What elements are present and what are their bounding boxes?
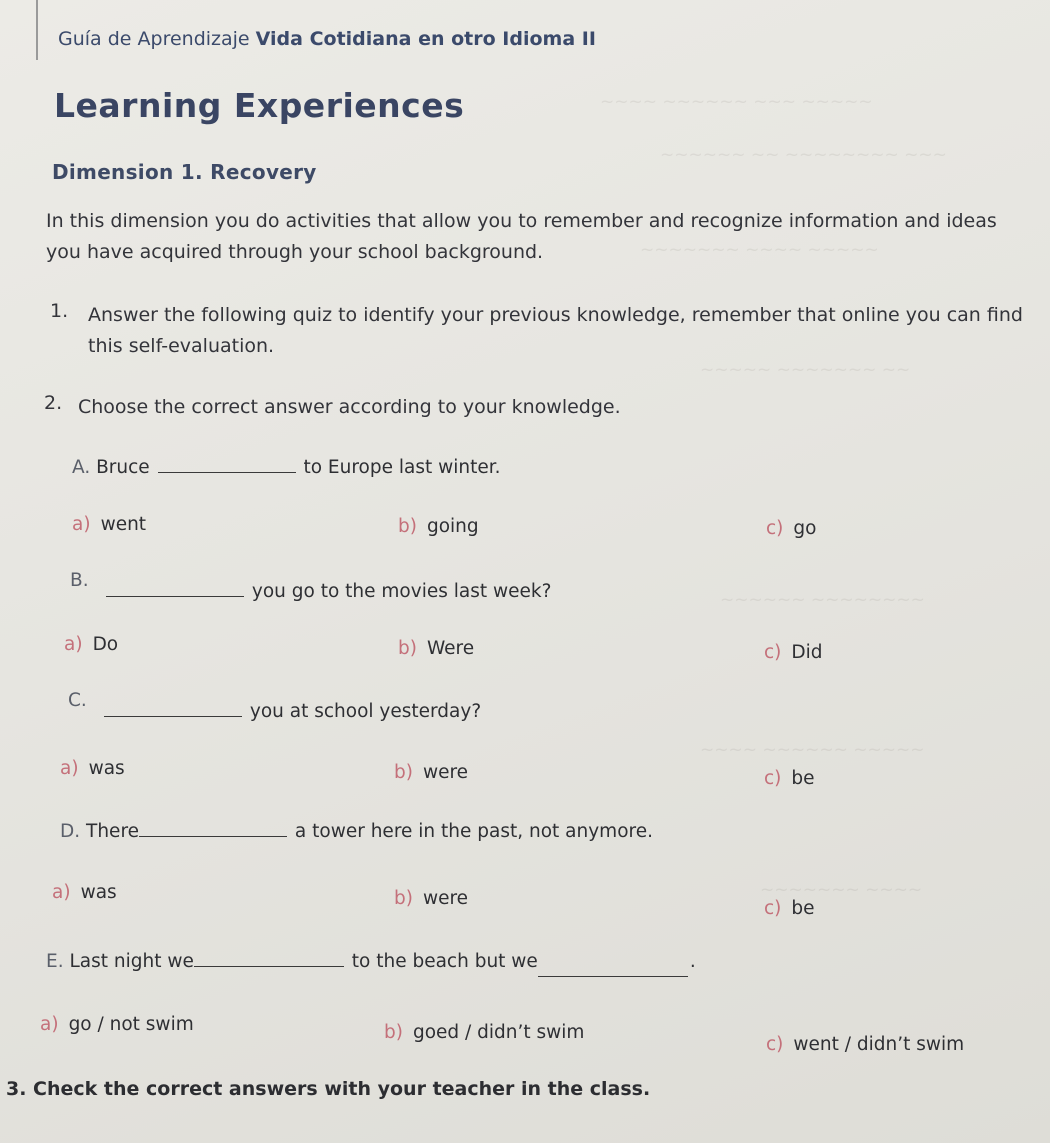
answer-blank[interactable] [104,698,242,717]
option-b[interactable] [394,762,468,783]
show-through-texture: ~~~~~~ ~~ ~~~~~~~~ ~~~ [660,145,947,165]
question-d [60,818,653,842]
option-b[interactable] [394,888,468,909]
show-through-texture: ~~~~~ ~~~~~~~ ~~ [700,360,911,380]
intro-paragraph: In this dimension you do activities that allow you to remember and recognize information and ideas you have acquired through your school background. [46,210,997,263]
page-title: Learning Experiences [54,86,465,125]
option-a[interactable] [40,1014,194,1035]
option-text: Were [426,638,475,659]
question-text-after: to Europe last winter. [303,457,501,478]
question-text-before: Last night we [69,951,194,972]
option-a[interactable] [64,634,118,655]
show-through-texture: ~~~~ ~~~~~~ ~~~ ~~~~~ [600,92,873,112]
question-b [104,578,551,602]
option-text: goed / didn’t swim [412,1022,585,1043]
option-text: went [100,514,147,535]
option-text: were [422,762,469,783]
option-text: go [793,518,817,539]
option-letter: c) [766,1034,784,1055]
question-text-before: There [86,821,140,842]
option-letter: b) [394,888,413,909]
instruction-text-2: Choose the correct answer according to your knowledge. [78,396,621,418]
option-c[interactable] [766,518,816,539]
question-c-letter-row [68,690,87,711]
question-letter: B. [70,570,89,591]
item-number: 2. [44,392,63,414]
option-text: was [88,758,125,779]
question-a [72,454,501,478]
instruction-item-1 [50,300,68,322]
show-through-texture: ~~~~~~~ ~~~~ [760,880,923,900]
option-text: went / didn’t swim [793,1034,965,1055]
question-letter: A. [72,457,91,478]
margin-line [36,0,38,60]
option-text: Did [791,642,823,663]
header-prefix: Guía de Aprendizaje [58,28,256,50]
option-letter: c) [764,642,782,663]
option-c[interactable] [764,642,823,663]
question-text-after: . [689,951,696,972]
option-letter: c) [766,518,784,539]
option-c[interactable] [764,768,815,789]
show-through-texture: ~~~~ ~~~~~~ ~~~~~ [700,740,925,760]
question-text-after: a tower here in the past, not anymore. [294,821,653,842]
option-letter: a) [72,514,91,535]
guide-header [58,28,596,50]
question-text-after: you go to the movies last week? [251,581,552,602]
answer-blank[interactable] [158,454,296,473]
question-text-before: Bruce [96,457,150,478]
header-subject: Vida Cotidiana en otro Idioma II [255,28,596,50]
instruction-item-2 [44,392,62,414]
question-letter: D. [60,821,81,842]
answer-blank[interactable] [538,958,688,977]
option-letter: b) [398,638,417,659]
option-a[interactable] [72,514,146,535]
question-letter: E. [46,951,64,972]
instruction-text-1: Answer the following quiz to identify your previous knowledge, remember that online you can find this self-evaluation. [88,304,1023,357]
option-letter: a) [40,1014,59,1035]
option-c[interactable] [766,1034,964,1055]
option-c[interactable] [764,898,815,919]
option-text: was [80,882,117,903]
question-letter: C. [68,690,87,711]
option-letter: a) [64,634,83,655]
option-letter: a) [52,882,71,903]
answer-blank[interactable] [139,818,287,837]
show-through-texture: ~~~~~~~ ~~~~ ~~~~~ [640,240,879,260]
option-text: Do [92,634,119,655]
option-b[interactable] [398,516,479,537]
option-letter: c) [764,898,782,919]
answer-blank[interactable] [194,948,344,967]
option-a[interactable] [60,758,125,779]
option-letter: c) [764,768,782,789]
option-text: be [791,898,815,919]
answer-blank[interactable] [106,578,244,597]
option-text: go / not swim [68,1014,194,1035]
question-e [46,948,696,972]
option-b[interactable] [384,1022,584,1043]
question-c [102,698,481,722]
question-text-middle: to the beach but we [351,951,538,972]
option-b[interactable] [398,638,474,659]
option-text: going [426,516,479,537]
instruction-item-3: 3. Check the correct answers with your teacher in the class. [6,1078,651,1100]
item-number: 1. [50,300,69,322]
dimension-heading: Dimension 1. Recovery [52,160,317,184]
option-letter: b) [384,1022,403,1043]
question-text-after: you at school yesterday? [249,701,482,722]
option-a[interactable] [52,882,117,903]
question-b-letter-row [70,570,89,591]
option-letter: b) [398,516,417,537]
option-letter: a) [60,758,79,779]
option-text: were [422,888,469,909]
option-letter: b) [394,762,413,783]
option-text: be [791,768,815,789]
show-through-texture: ~~~~~~ ~~~~~~~~ [720,590,925,610]
